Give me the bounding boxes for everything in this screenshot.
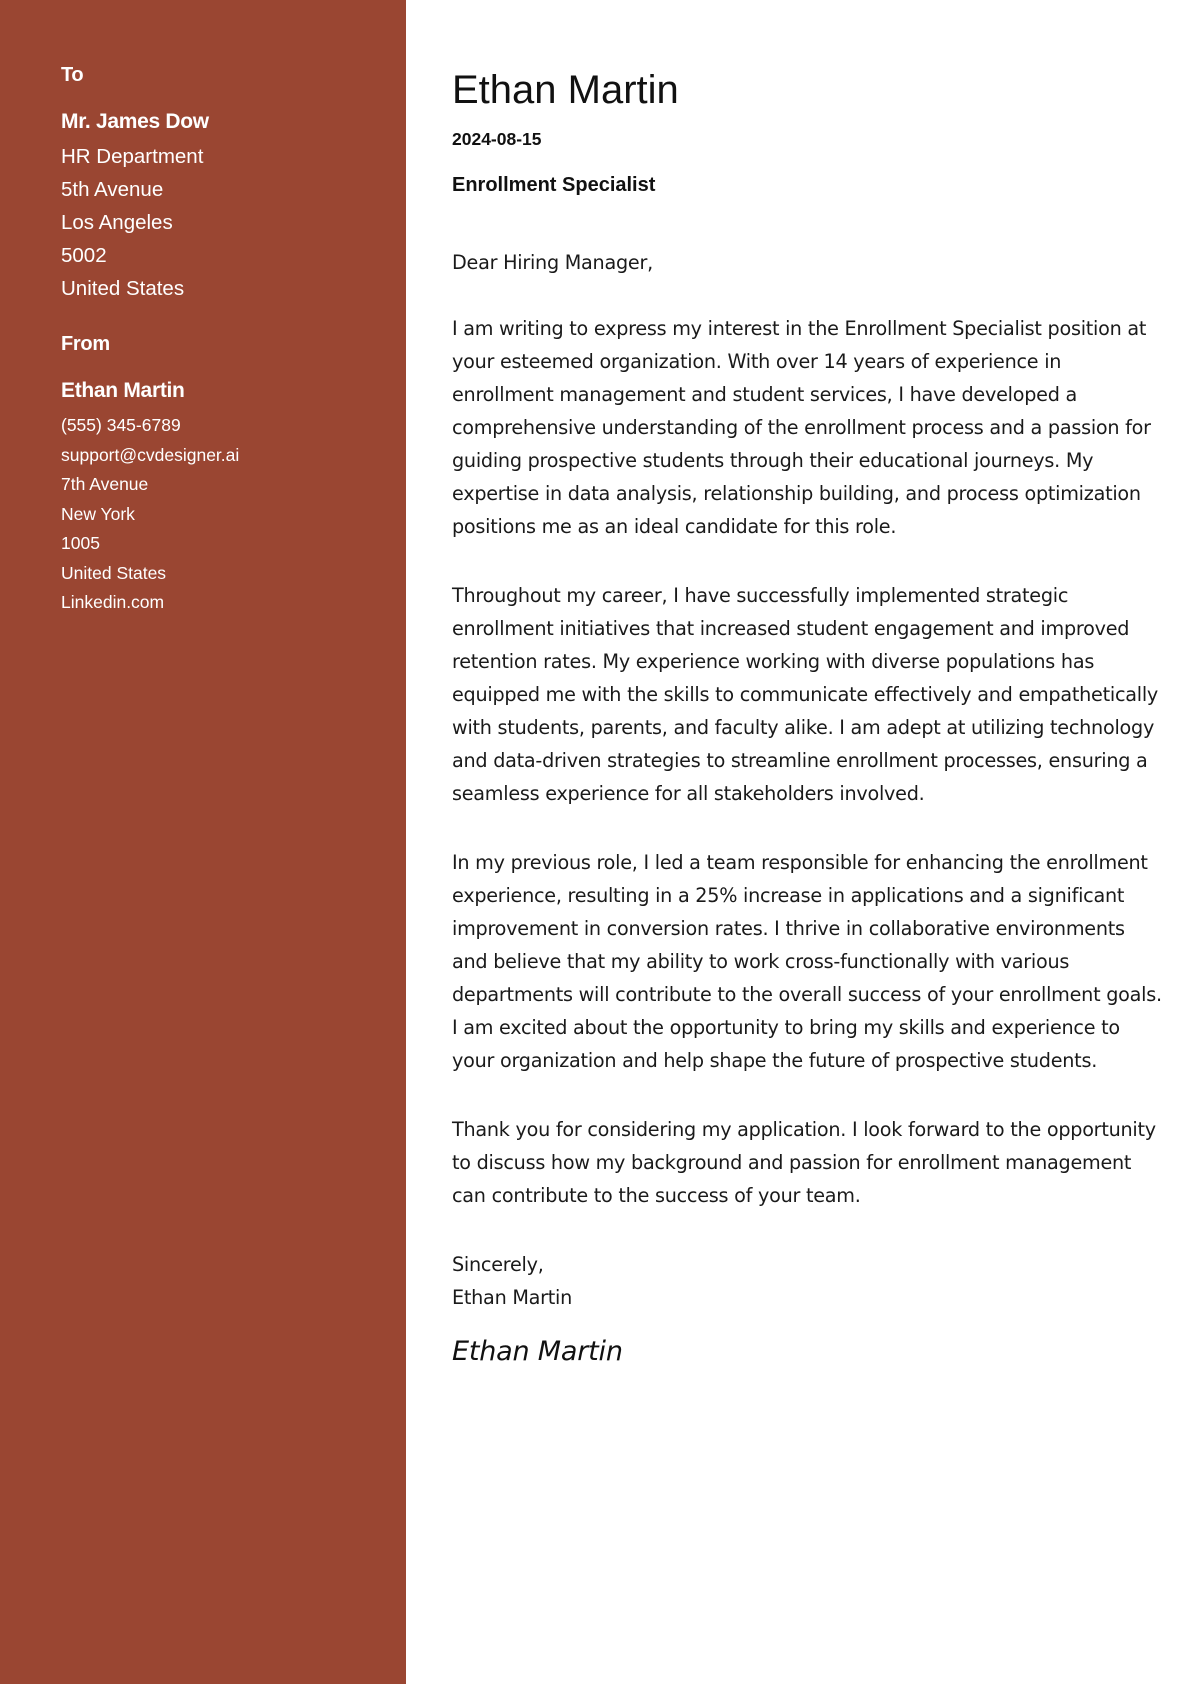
sidebar bbox=[0, 0, 406, 1684]
recipient-street: 5th Avenue bbox=[61, 178, 164, 201]
sign-off-name: Ethan Martin bbox=[452, 1286, 573, 1309]
recipient-postcode: 5002 bbox=[61, 244, 107, 267]
recipient-department: HR Department bbox=[61, 145, 204, 168]
recipient-name: Mr. James Dow bbox=[61, 110, 209, 133]
from-label: From bbox=[61, 333, 110, 355]
sender-city: New York bbox=[61, 503, 135, 524]
recipient-address bbox=[61, 140, 406, 305]
sender-street: 7th Avenue bbox=[61, 474, 149, 494]
sign-off bbox=[452, 1248, 1162, 1314]
sign-off-phrase: Sincerely, bbox=[452, 1253, 544, 1276]
greeting: Dear Hiring Manager, bbox=[452, 251, 653, 274]
sender-contact bbox=[61, 411, 406, 618]
signature: Ethan Martin bbox=[452, 1336, 623, 1367]
to-label: To bbox=[61, 64, 84, 86]
sender-phone: (555) 345-6789 bbox=[61, 415, 181, 435]
letter-author-name: Ethan Martin bbox=[452, 68, 679, 112]
sender-linkedin: Linkedin.com bbox=[61, 592, 165, 612]
recipient-country: United States bbox=[61, 277, 185, 300]
paragraph-intro: I am writing to express my interest in the Enrollment Specialist position at your esteemed organization. With over 14 years of experience in enrollment management and student services, I have developed a comprehensive understanding of the enrollment process and a passion for guiding prospective students through their educational journeys. My expertise in data analysis, relationship building, and process optimization positions me as an ideal candidate for this role. bbox=[452, 317, 1151, 538]
position-title: Enrollment Specialist bbox=[452, 174, 656, 196]
recipient-city: Los Angeles bbox=[61, 211, 173, 234]
letter-date: 2024-08-15 bbox=[452, 129, 542, 149]
letter-body bbox=[452, 64, 1162, 1370]
sender-country: United States bbox=[61, 562, 167, 583]
paragraph-career: Throughout my career, I have successfully implemented strategic enrollment initiatives that increased student engagement and improved retention rates. My experience working with diverse populations has equipped me with the skills to communicate effectively and empathetically with students, parents, and faculty alike. I am adept at utilizing technology and data-driven strategies to streamline enrollment processes, ensuring a seamless experience for all stakeholders involved. bbox=[452, 584, 1159, 805]
paragraph-closing: Thank you for considering my application. I look forward to the opportunity to discuss how my background and passion for enrollment management can contribute to the success of your team. bbox=[452, 1118, 1156, 1207]
paragraph-previous-role: In my previous role, I led a team responsible for enhancing the enrollment experience, resulting in a 25% increase in applications and a significant improvement in conversion rates. I thrive in collaborative environments and believe that my ability to work cross-functionally with various departments will contribute to the overall success of your enrollment goals. I am excited about the opportunity to bring my skills and experience to your organization and help shape the future of prospective students. bbox=[452, 851, 1162, 1072]
sender-name: Ethan Martin bbox=[61, 379, 185, 402]
sender-email: support@cvdesigner.ai bbox=[61, 444, 240, 465]
sender-postcode: 1005 bbox=[61, 533, 100, 553]
